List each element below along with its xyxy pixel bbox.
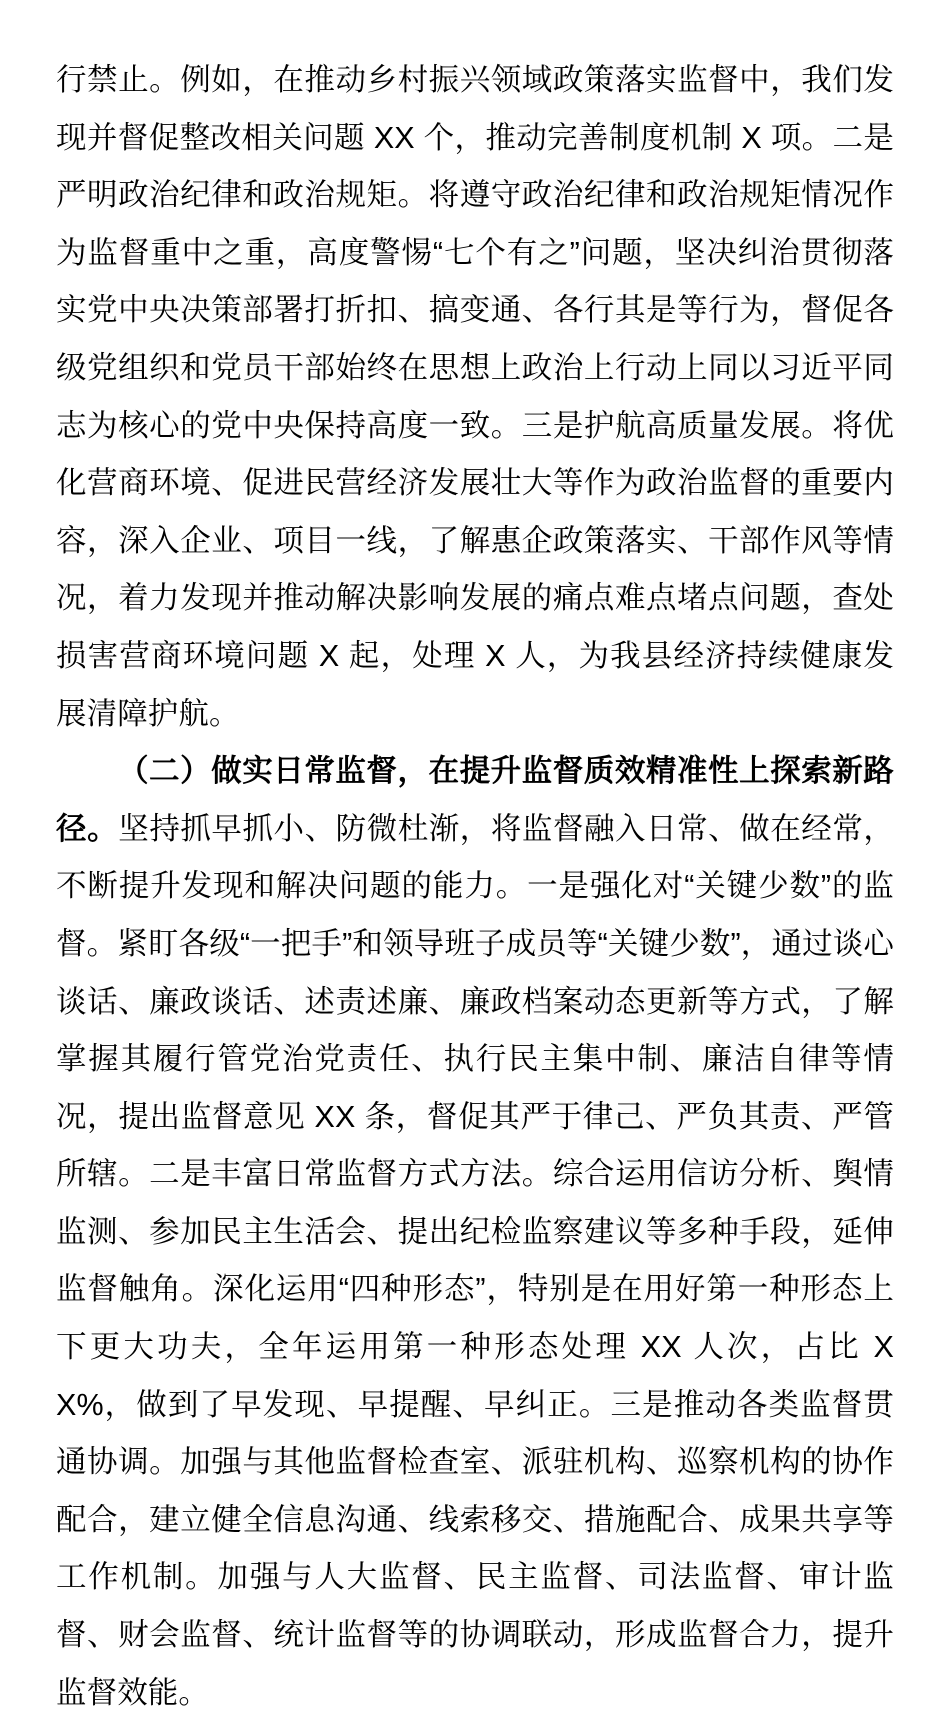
paragraph-continued: 行禁止。例如，在推动乡村振兴领域政策落实监督中，我们发现并督促整改相关问题 XX 个，推动完善制度机制 X 项。二是严明政治纪律和政治规矩。将遵守政治纪律和政治规矩情况作为监督重中之重，高度警惕“七个有之”问题，坚决纠治贯彻落实党中央决策部署打折扣、搞变通、各行其是等行为，督促各级党组织和党员干部始终在思想上政治上行动上同以习近平同志为核心的党中央保持高度一致。三是护航高质量发展。将优化营商环境、促进民营经济发展壮大等作为政治监督的重要内容，深入企业、项目一线，了解惠企政策落实、干部作风等情况，着力发现并推动解决影响发展的痛点难点堵点问题，查处损害营商环境问题 X 起，处理 X 人，为我县经济持续健康发展清障护航。	[56, 63, 894, 731]
section-heading-2: （二）做实日常监督，在提升监督质效精准性上探索新路径。	[56, 754, 894, 846]
page-text-column	[56, 52, 894, 1722]
paragraph-section-2	[56, 743, 894, 1722]
section-body-2: 坚持抓早抓小、防微杜渐，将监督融入日常、做在经常，不断提升发现和解决问题的能力。一是强化对“关键少数”的监督。紧盯各级“一把手”和领导班子成员等“关键少数”，通过谈心谈话、廉政谈话、述责述廉、廉政档案动态更新等方式，了解掌握其履行管党治党责任、执行民主集中制、廉洁自律等情况，提出监督意见 XX 条，督促其严于律己、严负其责、严管所辖。二是丰富日常监督方式方法。综合运用信访分析、舆情监测、参加民主生活会、提出纪检监察建议等多种手段，延伸监督触角。深化运用“四种形态”，特别是在用好第一种形态上下更大功夫，全年运用第一种形态处理 XX 人次，占比 XX%，做到了早发现、早提醒、早纠正。三是推动各类监督贯通协调。加强与其他监督检查室、派驻机构、巡察机构的协作配合，建立健全信息沟通、线索移交、措施配合、成果共享等工作机制。加强与人大监督、民主监督、司法监督、审计监督、财会监督、统计监督等的协调联动，形成监督合力，提升监督效能。	[56, 811, 894, 1710]
